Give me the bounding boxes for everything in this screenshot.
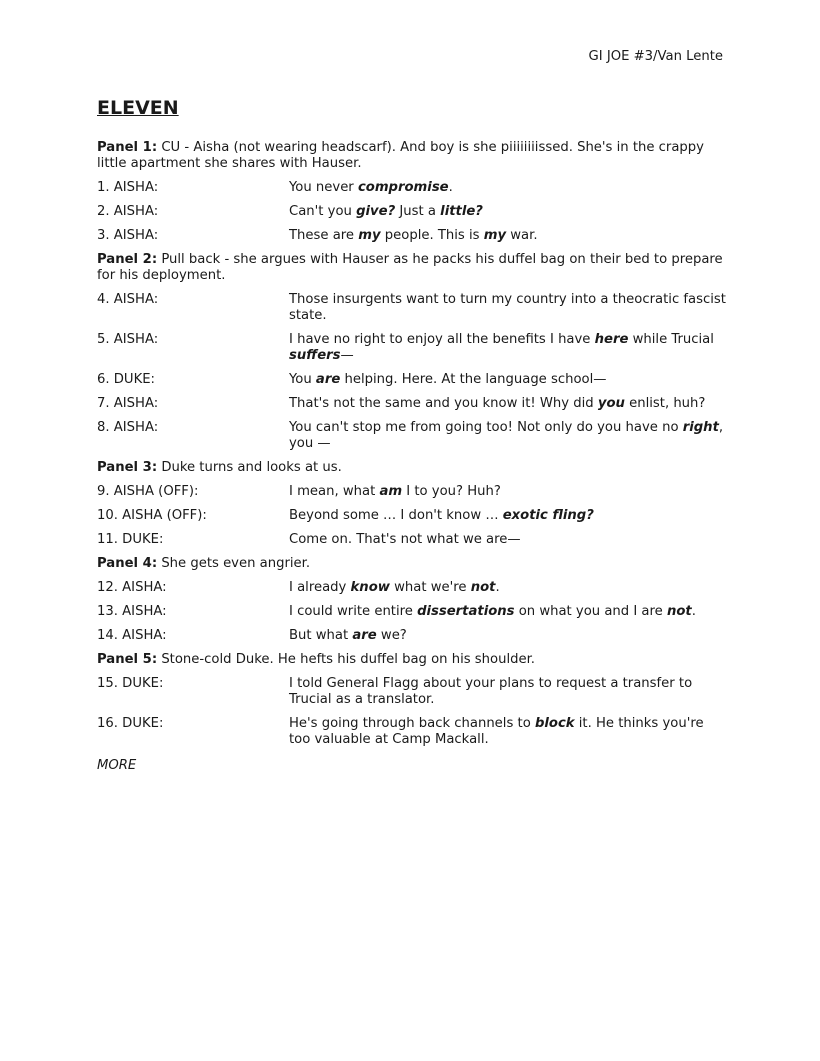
speaker-label: 9. AISHA (OFF): [97, 484, 199, 499]
panel-description [97, 556, 727, 572]
panel-label: Panel 2: [97, 252, 158, 267]
dialogue-line [97, 372, 727, 388]
dialogue-text [289, 292, 727, 324]
dialogue-text [289, 604, 727, 620]
dialogue-fragment: I could write entire [289, 604, 418, 619]
dialogue-fragment: we? [376, 628, 407, 643]
dialogue-text [289, 372, 727, 388]
dialogue-line [97, 628, 727, 644]
speaker-label: 11. DUKE: [97, 532, 164, 547]
emphasis: are [315, 372, 341, 387]
emphasis: you [597, 396, 625, 411]
panel-label: Panel 4: [97, 556, 158, 571]
dialogue-line [97, 676, 727, 708]
panel-description [97, 252, 727, 284]
dialogue-fragment: I mean, what [289, 484, 380, 499]
dialogue-fragment: That's not the same and you know it! Why did [289, 396, 598, 411]
speaker-label: 1. AISHA: [97, 180, 159, 195]
speaker-label: 15. DUKE: [97, 676, 164, 691]
dialogue-fragment: I told General Flagg about your plans to request a transfer to Trucial as a translator. [289, 676, 693, 707]
dialogue-fragment: You never [289, 180, 358, 195]
script-body [97, 140, 727, 756]
dialogue-fragment: war. [506, 228, 538, 243]
dialogue-fragment: I to you? Huh? [402, 484, 501, 499]
panel-desc-text: Stone-cold Duke. He hefts his duffel bag on his shoulder. [161, 652, 536, 667]
dialogue-line [97, 292, 727, 324]
dialogue-line [97, 420, 727, 452]
dialogue-text [289, 676, 727, 708]
emphasis: right [682, 420, 719, 435]
dialogue-fragment: You can't stop me from going too! Not only do you have no [289, 420, 683, 435]
emphasis: here [594, 332, 629, 347]
panel-desc-text: She gets even angrier. [161, 556, 311, 571]
speaker-label: 8. AISHA: [97, 420, 159, 435]
dialogue-text [289, 180, 727, 196]
speaker-label: 7. AISHA: [97, 396, 159, 411]
dialogue-fragment: helping. Here. At the language school— [340, 372, 607, 387]
emphasis: little? [440, 204, 483, 219]
dialogue-text [289, 420, 727, 452]
dialogue-fragment: on what you and I are [514, 604, 667, 619]
running-head: GI JOE #3/Van Lente [588, 49, 723, 64]
dialogue-text [289, 532, 727, 548]
dialogue-fragment: what we're [389, 580, 471, 595]
dialogue-text [289, 580, 727, 596]
dialogue-fragment: These are [289, 228, 359, 243]
speaker-label: 5. AISHA: [97, 332, 159, 347]
emphasis: compromise [357, 180, 449, 195]
dialogue-text [289, 228, 727, 244]
dialogue-line [97, 580, 727, 596]
emphasis: my [358, 228, 381, 243]
speaker-label: 10. AISHA (OFF): [97, 508, 207, 523]
panel-label: Panel 3: [97, 460, 158, 475]
dialogue-fragment: people. This is [380, 228, 484, 243]
dialogue-line [97, 180, 727, 196]
dialogue-fragment: Come on. That's not what we are— [289, 532, 521, 547]
speaker-label: 6. DUKE: [97, 372, 156, 387]
dialogue-fragment: He's going through back channels to [289, 716, 535, 731]
dialogue-fragment: . [448, 180, 453, 195]
dialogue-text [289, 484, 727, 500]
dialogue-fragment: enlist, huh? [624, 396, 706, 411]
dialogue-fragment: while Trucial [628, 332, 714, 347]
dialogue-fragment: . [495, 580, 500, 595]
dialogue-line [97, 716, 727, 748]
speaker-label: 4. AISHA: [97, 292, 159, 307]
dialogue-fragment: — [340, 348, 354, 363]
dialogue-line [97, 228, 727, 244]
speaker-label: 12. AISHA: [97, 580, 167, 595]
dialogue-line [97, 396, 727, 412]
panel-desc-text: Duke turns and looks at us. [161, 460, 342, 475]
speaker-label: 14. AISHA: [97, 628, 167, 643]
emphasis: are [352, 628, 377, 643]
dialogue-fragment: . [691, 604, 696, 619]
panel-description [97, 460, 727, 476]
speaker-label: 3. AISHA: [97, 228, 159, 243]
dialogue-line [97, 332, 727, 364]
speaker-label: 16. DUKE: [97, 716, 164, 731]
dialogue-line [97, 508, 727, 524]
dialogue-fragment: You [289, 372, 316, 387]
emphasis: not [666, 604, 692, 619]
speaker-label: 13. AISHA: [97, 604, 167, 619]
dialogue-text [289, 204, 727, 220]
dialogue-text [289, 396, 727, 412]
emphasis: suffers [289, 348, 341, 363]
dialogue-line [97, 604, 727, 620]
emphasis: block [534, 716, 575, 731]
panel-description [97, 652, 727, 668]
emphasis: give? [356, 204, 396, 219]
panel-label: Panel 1: [97, 140, 158, 155]
dialogue-line [97, 204, 727, 220]
panel-description [97, 140, 727, 172]
emphasis: my [483, 228, 507, 243]
emphasis: not [470, 580, 496, 595]
dialogue-fragment: Those insurgents want to turn my country into a theocratic fascist state. [289, 292, 726, 323]
more-marker: MORE [97, 758, 137, 773]
dialogue-text [289, 508, 727, 524]
emphasis: am [379, 484, 403, 499]
dialogue-fragment: But what [289, 628, 353, 643]
dialogue-fragment: it. He thinks you're too valuable at Camp Mackall. [289, 716, 704, 747]
dialogue-text [289, 716, 727, 748]
dialogue-text [289, 332, 727, 364]
dialogue-fragment: I have no right to enjoy all the benefits I have [289, 332, 595, 347]
page-title: ELEVEN [97, 97, 179, 119]
panel-label: Panel 5: [97, 652, 158, 667]
dialogue-text [289, 628, 727, 644]
emphasis: exotic fling? [502, 508, 594, 523]
speaker-label: 2. AISHA: [97, 204, 159, 219]
dialogue-fragment: I already [289, 580, 351, 595]
dialogue-fragment: Beyond some … I don't know … [289, 508, 503, 523]
dialogue-line [97, 484, 727, 500]
panel-desc-text: Pull back - she argues with Hauser as he packs his duffel bag on their bed to prepare for his deployment. [97, 252, 723, 283]
emphasis: dissertations [417, 604, 515, 619]
dialogue-fragment: Just a [395, 204, 441, 219]
panel-desc-text: CU - Aisha (not wearing headscarf). And boy is she piiiiiiiissed. She's in the crappy little apartment she shares with Hauser. [97, 140, 704, 171]
dialogue-fragment: , you — [289, 420, 724, 451]
dialogue-line [97, 532, 727, 548]
dialogue-fragment: Can't you [289, 204, 357, 219]
emphasis: know [350, 580, 390, 595]
